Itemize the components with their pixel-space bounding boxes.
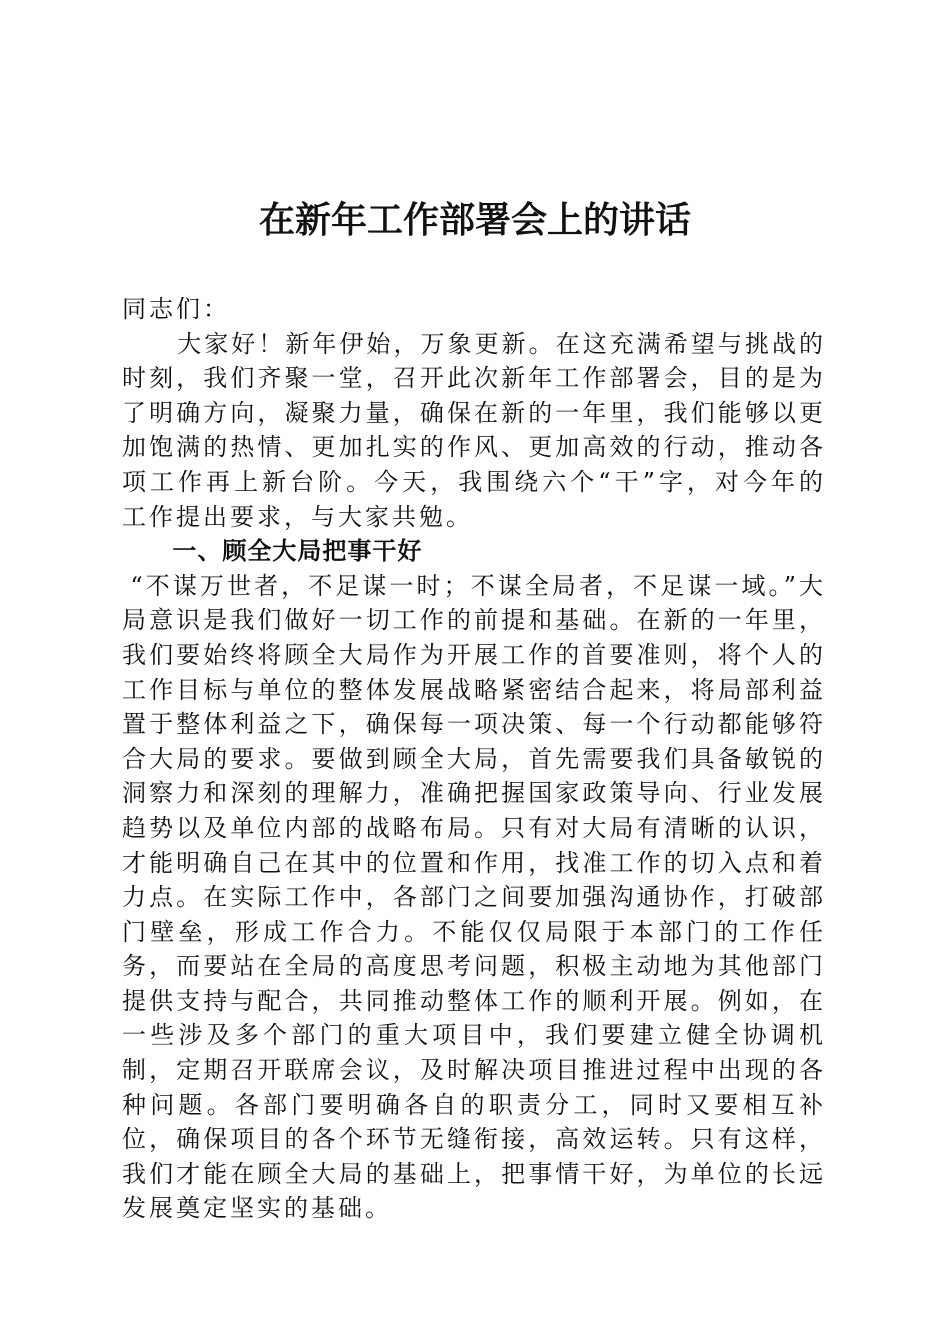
section-paragraph: “不谋万世者，不足谋一时；不谋全局者，不足谋一域。”大局意识是我们做好一切工作的前提和基础。在新的一年里，我们要始终将顾全大局作为开展工作的首要准则，将个人的工作目标与单位的整体发展战略紧密结合起来，将局部利益置于整体利益之下，确保每一项决策、每一个行动都能够符合大局的要求。要做到顾全大局，首先需要我们具备敏锐的洞察力和深刻的理解力，准确把握国家政策导向、行业发展趋势以及单位内部的战略布局。只有对大局有清晰的认识，才能明确自己在其中的位置和作用，找准工作的切入点和着力点。在实际工作中，各部门之间要加强沟通协作，打破部门壁垒，形成工作合力。不能仅仅局限于本部门的工作任务，而要站在全局的高度思考问题，积极主动地为其他部门提供支持与配合，共同推动整体工作的顺利开展。例如，在一些涉及多个部门的重大项目中，我们要建立健全协调机制，定期召开联席会议，及时解决项目推进过程中出现的各种问题。各部门要明确各自的职责分工，同时又要相互补位，确保项目的各个环节无缝衔接，高效运转。只有这样，我们才能在顾全大局的基础上，把事情干好，为单位的长远发展奠定坚实的基础。	[122, 571, 826, 1223]
document-body	[122, 292, 826, 1226]
salutation: 同志们：	[122, 295, 230, 323]
section-heading: 一、顾全大局把事干好	[172, 537, 423, 566]
document-title: 在新年工作部署会上的讲话	[258, 199, 691, 241]
intro-paragraph: 大家好！新年伊始，万象更新。在这充满希望与挑战的时刻，我们齐聚一堂，召开此次新年工作部署会，目的是为了明确方向，凝聚力量，确保在新的一年里，我们能够以更加饱满的热情、更加扎实的作风、更加高效的行动，推动各项工作再上新台阶。今天，我围绕六个“干”字，对今年的工作提出要求，与大家共勉。	[122, 329, 826, 531]
